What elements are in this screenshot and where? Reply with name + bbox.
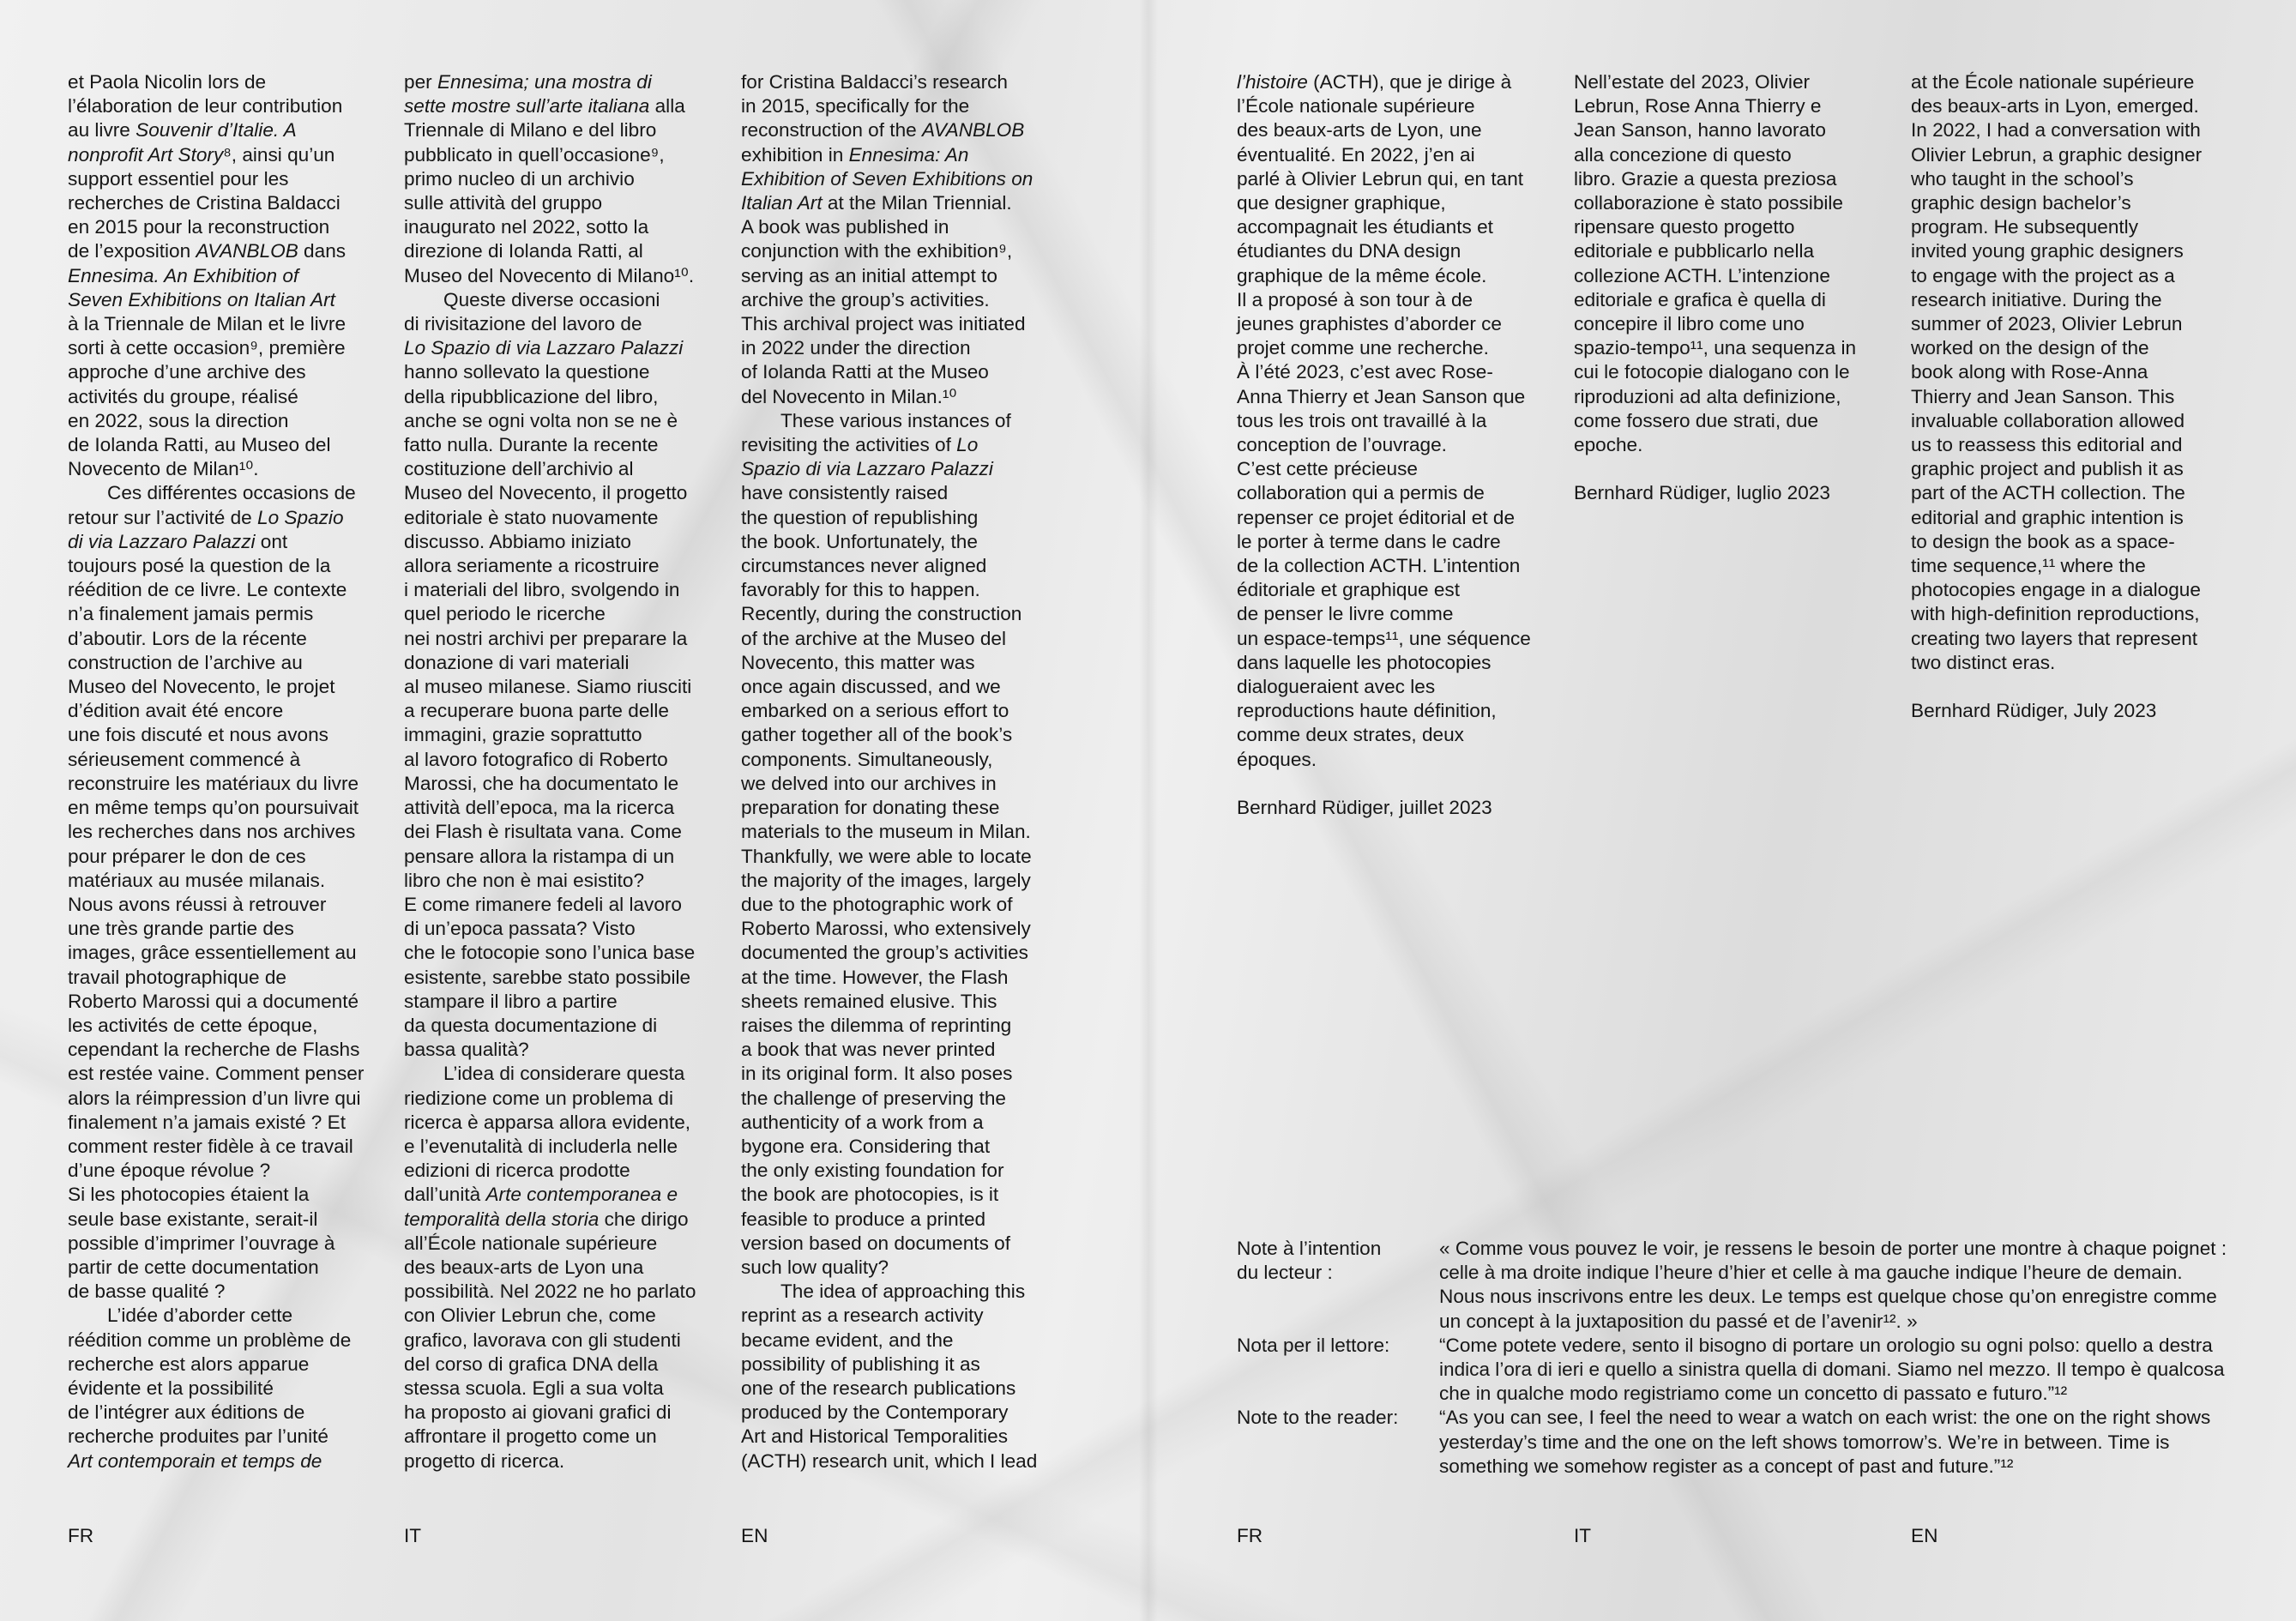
text-run: et Paola Nicolin lors de l’élaboration de leur contribution au livre [68, 71, 343, 142]
lang-label-en: EN [1911, 1525, 1938, 1546]
italic-text-run: Arte contemporanea e temporalità della storia [404, 1184, 678, 1230]
lang-label-en: EN [741, 1525, 768, 1546]
note-label: Note to the reader: [1237, 1407, 1399, 1429]
text-run: ont toujours posé la question de la réédition de ce livre. Le contexte n’a finalement jamais permis d’aboutir. Lors de la récente construction de l’archive au Museo del Novecento, le projet d’édition avait été encore une fois discuté et nous avons sérieusement commencé à reconstruire les matériaux du livre en même temps qu’on poursuivait les recherches dans nos archives pour préparer le don de ces matériaux au musée milanais. Nous avons réussi à retrouver une très grande partie des images, grâce essentiellement au travail photographique de Roberto Marossi qui a documenté les activités de cette époque, cependant la recherche de Flashs est restée vaine. Comment penser alors la réimpression d’un livre qui finalement n’a jamais existé ? Et comment rester fidèle à ce travail d’une époque révolue ? Si les photocopies étaient la seule base existante, serait-il possible d’imprimer l’ouvrage à partir de cette documentation de basse qualité ? [68, 530, 365, 1303]
text-run: à la Triennale de Milan et le livre sorti à cette occasion⁹, première approche d’une archive des activités du groupe, réalisé en 2022, sous la direction de Iolanda Ratti, au Museo del Novecento de Milan¹⁰. [68, 313, 347, 480]
text-run: at the École nationale supérieure des beaux-arts in Lyon, emerged. In 2022, I had a conversation with Olivier Lebrun, a graphic designer who taught in the school’s graphic design bachelor’s program. He subsequently invited young graphic designers to engage with the project as a research initiative. During the summer of 2023, Olivier Lebrun worked on the design of the book along with Rose-Anna Thierry and Jean Sanson. This invaluable collaboration allowed us to reassess this editorial and graphic project and publish it as part of the ACTH collection. The editorial and graphic intention is to design the book as a space- time sequence,¹¹ where the photocopies engage in a dialogue with high-definition reproductions, creating two layers that represent two distinct eras. Bernhard Rüdiger, July 2023 [1911, 71, 2203, 722]
note-label: Note à l’intention du lecteur : [1237, 1238, 1382, 1284]
italic-text-run: AVANBLOB [196, 240, 298, 262]
italic-text-run: Art contemporain et temps de [68, 1449, 322, 1472]
italic-text-run: AVANBLOB [922, 119, 1025, 142]
page-gutter [1139, 0, 1158, 1621]
lang-label-it: IT [1574, 1525, 1592, 1546]
italic-text-run: Ennesima; una mostra di sette mostre sull’arte italiana [404, 71, 652, 118]
text-run: at the Milan Triennial. A book was published in conjunction with the exhibition⁹, serving as an initial attempt to archive the group’s activities. This archival project was initiated in 2022 under the direction of Iolanda Ratti at the Museo del Novecento in Milan.¹⁰ [741, 192, 1026, 407]
text-run: for Cristina Baldacci’s research in 2015, specifically for the reconstruction of the [741, 71, 1008, 142]
note-label: Nota per il lettore: [1237, 1334, 1390, 1356]
text-run: L’idea di considerare questa riedizione come un problema di ricerca è apparsa allora evidente, e l’evenutalità di includerla nelle edizioni di ricerca prodotte dall’unità [404, 1063, 691, 1206]
column-left-it [404, 70, 730, 1473]
text-run: exhibition in [741, 143, 844, 166]
text-run: have consistently raised the question of republishing the book. Unfortunately, the circumstances never aligned favorably for this to happen. Recently, during the construction of the archive at the Museo del Novecento, this matter was once again discussed, and we embarked on a serious effort to gather together all of the book’s components. Simultaneously, we delved into our archives in preparation for donating these materials to the museum in Milan. Thankfully, we were able to locate the majority of the images, largely due to the photographic work of Roberto Marossi, who extensively documented the group’s activities at the time. However, the Flash sheets remained elusive. This raises the dilemma of reprinting a book that was never printed in its original form. It also poses the challenge of preserving the authenticity of a work from a bygone era. Considering that the only existing foundation for the book are photocopies, is it feasible to produce a printed version based on documents of such low quality? [741, 482, 1032, 1278]
text-run: (ACTH), que je dirige à l’École nationale supérieure des beaux-arts de Lyon, une éventualité. En 2022, j’en ai parlé à Olivier Lebrun qui, en tant que designer graphique, accompagnait les étudiants et étudiantes du DNA design graphique de la même école. Il a proposé à son tour à de jeunes graphistes d’aborder ce projet comme une recherche. À l’été 2023, c’est avec Rose- Anna Thierry et Jean Sanson que tous les trois ont travaillé à la conception de l’ouvrage. C’est cette précieuse collaboration qui a permis de repenser ce projet éditorial et de le porter à terme dans le cadre de la collection ACTH. L’intention éditoriale et graphique est de penser le livre comme un espace-temps¹¹, une séquence dans laquelle les photocopies dialogueraient avec les reproductions haute définition, comme deux strates, deux époques. Bernhard Rüdiger, juillet 2023 [1237, 71, 1531, 819]
lang-label-fr: FR [68, 1525, 94, 1546]
text-run: Queste diverse occasioni di rivisitazione del lavoro de [404, 288, 660, 335]
italic-text-run: l’histoire [1237, 71, 1308, 93]
column-left-fr [68, 70, 394, 1473]
text-run: Ces différentes occasions de retour sur l’activité de [68, 482, 356, 528]
note-text: « Comme vous pouvez le voir, je ressens le besoin de porter une montre à chaque poignet : celle à ma droite indique l’heure d’hier et celle à ma gauche indique l’heure de demain. Nous nous inscrivons entre les deux. Le temps est quelque chose qu’on enregistre comme un concept à la juxtaposition du passé et de l’avenir¹². » [1439, 1238, 2227, 1332]
italic-text-run: Souvenir d’Italie. A nonprofit Art Story [68, 119, 297, 166]
note-it [1237, 1334, 2232, 1407]
lang-label-fr: FR [1237, 1525, 1263, 1546]
italic-text-run: Lo Spazio di via Lazzaro Palazzi [68, 506, 344, 552]
note-fr [1237, 1237, 2232, 1334]
note-en [1237, 1406, 2232, 1479]
column-right-en [1911, 70, 2237, 723]
reader-notes [1237, 1237, 2232, 1479]
note-text: “Come potete vedere, sento il bisogno di portare un orologio su ogni polso: quello a destra indica l’ora di ieri e quello a sinistra quella di domani. Siamo nel mezzo. Il tempo è qualcosa che in qualche modo registriamo come un concetto di passato e futuro.”¹² [1439, 1334, 2225, 1405]
text-run: dans [304, 240, 347, 262]
column-right-fr [1237, 70, 1563, 820]
column-left-en [741, 70, 1067, 1473]
text-run: L’idée d’aborder cette réédition comme un problème de recherche est alors apparue évidente et la possibilité de l’intégrer aux éditions de recherche produites par l’unité [68, 1305, 352, 1448]
column-right-it [1574, 70, 1900, 506]
text-run: These various instances of revisiting the activities of [741, 409, 1011, 456]
text-run: hanno sollevato la questione della ripubblicazione del libro, anche se ogni volta non se ne è fatto nulla. Durante la recente costituzione dell’archivio al Museo del Novecento, il progetto editoriale è stato nuovamente discusso. Abbiamo iniziato allora seriamente a ricostruire i materiali del libro, svolgendo in quel periodo le ricerche nei nostri archivi per preparare la donazione di vari materiali al museo milanese. Siamo riusciti a recuperare buona parte delle immagini, grazie soprattutto al lavoro fotografico di Roberto Marossi, che ha documentato le attività dell’epoca, ma la ricerca dei Flash è risultata vana. Come pensare allora la ristampa di un libro che non è mai esistito? E come rimanere fedeli al lavoro di un’epoca passata? Visto che le fotocopie sono l’unica base esistente, sarebbe stato possibile stampare il libro a partire da questa documentazione di bassa qualità? [404, 361, 696, 1061]
italic-text-run: Ennesima. An Exhibition of Seven Exhibitions on Italian Art [68, 264, 335, 310]
text-run: The idea of approaching this reprint as a research activity became evident, and the possibility of publishing it as one of the research publications produced by the Contemporary Art and Historical Temporalities (ACTH) research unit, which I lead [741, 1281, 1038, 1472]
text-run: Nell’estate del 2023, Olivier Lebrun, Rose Anna Thierry e Jean Sanson, hanno lavorato alla concezione di questo libro. Grazie a questa preziosa collaborazione è stato possibile ripensare questo progetto editoriale e pubblicarlo nella collezione ACTH. L’intenzione editoriale e grafica è quella di concepire il libro come uno spazio-tempo¹¹, una sequenza in cui le fotocopie dialogano con le riproduzioni ad alta definizione, come fossero due strati, due epoche. Bernhard Rüdiger, luglio 2023 [1574, 71, 1857, 504]
text-run: per [404, 71, 437, 93]
text-run: ⁸, ainsi qu’un support essentiel pour les recherches de Cristina Baldacci en 2015 pour la reconstruction de l’exposition [68, 143, 340, 262]
italic-text-run: Lo Spazio di via Lazzaro Palazzi [741, 434, 993, 480]
italic-text-run: Ennesima: An Exhibition of Seven Exhibitions on Italian Art [741, 143, 1034, 214]
italic-text-run: Lo Spazio di via Lazzaro Palazzi [404, 337, 684, 359]
text-run: che dirigo all’École nationale supérieure des beaux-arts de Lyon una possibilità. Nel 2022 ne ho parlato con Olivier Lebrun che, come grafico, lavorava con gli studenti del corso di grafica DNA della stessa scuola. Egli a sua volta ha proposto ai giovani grafici di affrontare il progetto come un progetto di ricerca. [404, 1208, 696, 1472]
note-text: “As you can see, I feel the need to wear a watch on each wrist: the one on the right shows yesterday’s time and the one on the left shows tomorrow’s. We’re in between. Time is something we somehow register as a concept of past and future.”¹² [1439, 1407, 2211, 1477]
lang-label-it: IT [404, 1525, 422, 1546]
text-run: alla Triennale di Milano e del libro pubblicato in quell’occasione⁹, primo nucleo di un archivio sulle attività del gruppo inaugurato nel 2022, sotto la direzione di Iolanda Ratti, al Museo del Novecento di Milano¹⁰. [404, 95, 695, 286]
